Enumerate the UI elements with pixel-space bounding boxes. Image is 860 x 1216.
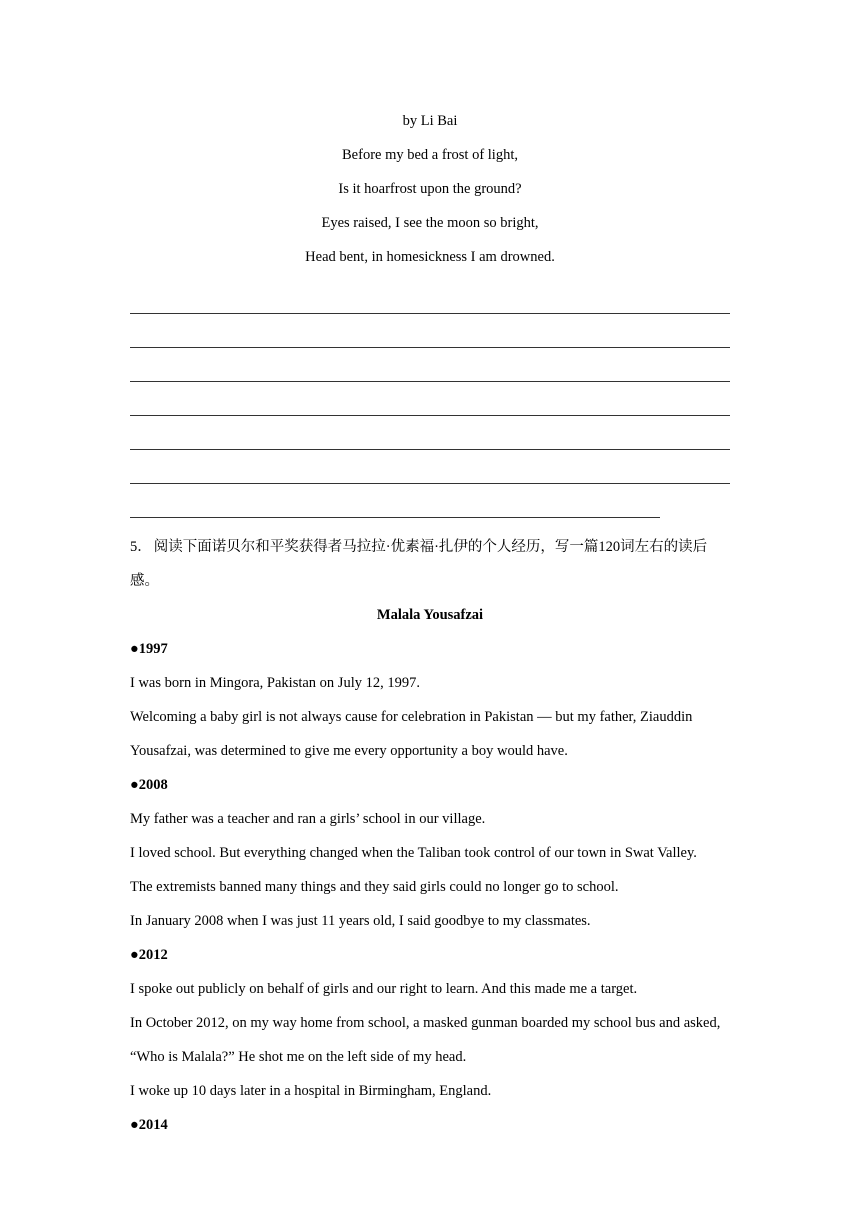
paragraph: I was born in Mingora, Pakistan on July 12, 1997. bbox=[130, 675, 420, 691]
section-2014 bbox=[130, 1108, 730, 1142]
paragraph: Welcoming a baby girl is not always cause for celebration in Pakistan — but my father, Ziauddin Yousafzai, was determined to give me every opportunity a boy would have. bbox=[130, 709, 693, 759]
year-heading: ●1997 bbox=[130, 641, 168, 657]
question-number: 5． bbox=[130, 539, 152, 555]
section-2008 bbox=[130, 768, 730, 938]
poem bbox=[130, 104, 730, 274]
poem-line: Is it hoarfrost upon the ground? bbox=[338, 181, 522, 197]
year-heading: ●2008 bbox=[130, 777, 168, 793]
article-title: Malala Yousafzai bbox=[376, 607, 484, 623]
paragraph: In October 2012, on my way home from school, a masked gunman boarded my school bus and asked, “Who is Malala?” He shot me on the left side of my head. bbox=[130, 1015, 721, 1065]
paragraph: The extremists banned many things and they said girls could no longer go to school. bbox=[130, 879, 619, 895]
poem-line: Eyes raised, I see the moon so bright, bbox=[321, 215, 539, 231]
poem-author: by Li Bai bbox=[402, 113, 458, 129]
answer-line[interactable] bbox=[130, 458, 730, 492]
paragraph: I woke up 10 days later in a hospital in Birmingham, England. bbox=[130, 1083, 492, 1099]
answer-line[interactable] bbox=[130, 356, 730, 390]
poem-line: Before my bed a frost of light, bbox=[342, 147, 518, 163]
section-1997 bbox=[130, 632, 730, 768]
question-prompt bbox=[130, 530, 730, 598]
section-2012 bbox=[130, 938, 730, 1108]
page-content bbox=[130, 104, 730, 1142]
answer-lines bbox=[130, 288, 730, 526]
answer-line[interactable] bbox=[130, 424, 730, 458]
paragraph: I spoke out publicly on behalf of girls and our right to learn. And this made me a target. bbox=[130, 981, 638, 997]
question-text: 阅读下面诺贝尔和平奖获得者马拉拉·优素福·扎伊的个人经历，写一篇120词左右的读后感。 bbox=[130, 539, 708, 589]
year-heading: ●2012 bbox=[130, 947, 168, 963]
paragraph: I loved school. But everything changed when the Taliban took control of our town in Swat Valley. bbox=[130, 845, 697, 861]
answer-line[interactable] bbox=[130, 390, 730, 424]
paragraph: My father was a teacher and ran a girls’ school in our village. bbox=[130, 811, 486, 827]
paragraph: In January 2008 when I was just 11 years old, I said goodbye to my classmates. bbox=[130, 913, 591, 929]
answer-line[interactable] bbox=[130, 322, 730, 356]
answer-line[interactable] bbox=[130, 492, 730, 526]
year-heading: ●2014 bbox=[130, 1117, 168, 1133]
answer-line[interactable] bbox=[130, 288, 730, 322]
poem-line: Head bent, in homesickness I am drowned. bbox=[305, 249, 555, 265]
